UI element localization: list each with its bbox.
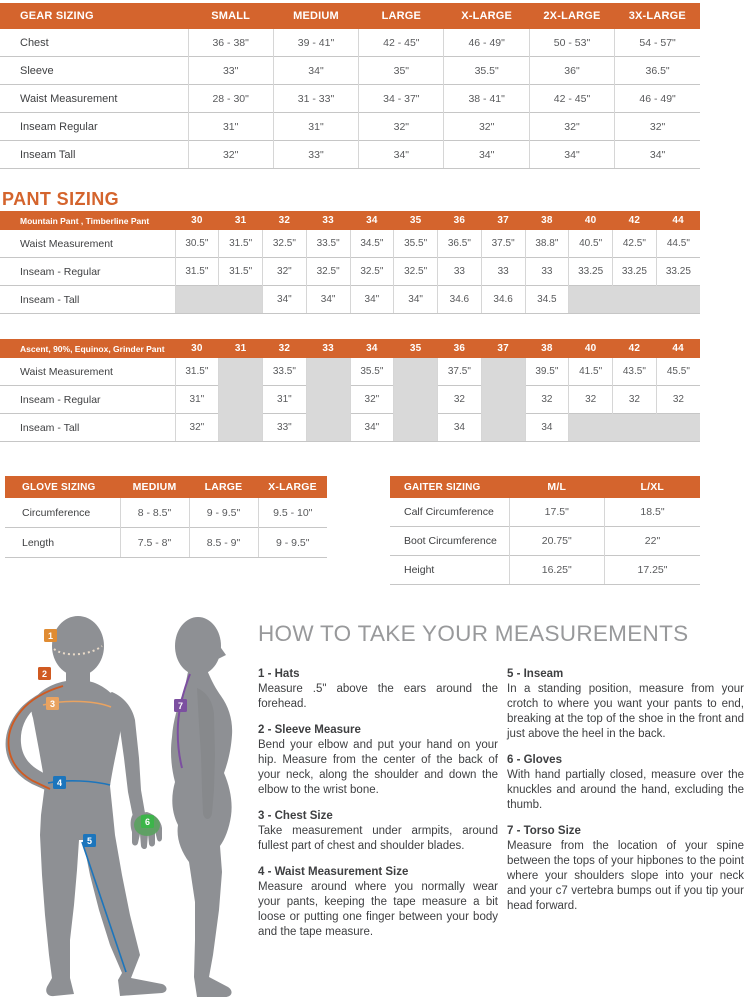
value-cell: 33 (525, 258, 569, 286)
marker-badge-4 (53, 776, 66, 789)
marker-badge-5 (83, 834, 96, 847)
value-cell: 36.5" (615, 57, 700, 85)
svg-text:2: 2 (41, 668, 48, 679)
item-body: Take measurement under armpits, around fullest part of chest and shoulder blades. (258, 825, 498, 852)
value-cell: 38.8" (525, 230, 569, 258)
howto-right-column (507, 667, 744, 951)
value-cell: 38 - 41" (444, 85, 529, 113)
value-cell: 34.6 (438, 286, 482, 314)
value-cell: 32" (175, 414, 219, 442)
value-cell: 34" (529, 141, 614, 169)
svg-text:5: 5 (86, 835, 93, 846)
value-cell: 54 - 57" (615, 29, 700, 57)
item-body: In a standing position, measure from your crotch to where you want your pants to end, breaking at the top of the shoe in the front and just above the heel in the back. (507, 683, 744, 740)
item-heading: 6 - Gloves (507, 754, 562, 766)
value-cell: 50 - 53" (529, 29, 614, 57)
marker-badge-1 (44, 629, 57, 642)
column-header: 36 (438, 339, 482, 358)
value-cell: 8.5 - 9" (189, 528, 258, 558)
pant-sizing-title: PANT SIZING (2, 189, 120, 209)
item-body: With hand partially closed, measure over the knuckles and around the hand, excluding the thumb. (507, 769, 744, 811)
value-cell (656, 286, 700, 314)
value-cell: 31.5" (175, 258, 219, 286)
value-cell: 44.5" (656, 230, 700, 258)
item-body: Measure .5" above the ears around the forehead. (258, 683, 498, 710)
table-row (0, 258, 700, 286)
sizing-table (0, 211, 700, 314)
value-cell (219, 286, 263, 314)
value-cell: 34.5" (350, 230, 394, 258)
item-heading: 2 - Sleeve Measure (258, 724, 361, 736)
value-cell: 31.5" (175, 358, 219, 386)
value-cell: 39 - 41" (273, 29, 358, 57)
table-row (5, 528, 327, 558)
gaiter-sizing-table (390, 476, 700, 585)
column-header: 44 (656, 211, 700, 230)
column-header: 40 (569, 211, 613, 230)
value-cell (481, 358, 525, 386)
row-label: Inseam Tall (0, 141, 188, 169)
column-header: 3X-LARGE (615, 3, 700, 29)
value-cell: 34" (273, 57, 358, 85)
value-cell: 31 - 33" (273, 85, 358, 113)
value-cell: 31" (263, 386, 307, 414)
value-cell (613, 414, 657, 442)
row-label: Waist Measurement (0, 85, 188, 113)
value-cell: 22" (605, 527, 701, 556)
value-cell: 20.75" (509, 527, 605, 556)
table-row (0, 113, 700, 141)
value-cell: 31.5" (219, 258, 263, 286)
body-figure-side (171, 617, 232, 997)
howto-instructions (258, 667, 744, 951)
value-cell: 34" (263, 286, 307, 314)
column-header: 30 (175, 339, 219, 358)
value-cell: 35" (359, 57, 444, 85)
column-header: M/L (509, 476, 605, 498)
table-row (390, 556, 700, 585)
value-cell (306, 386, 350, 414)
value-cell: 33" (263, 414, 307, 442)
marker-badge-7 (174, 699, 187, 712)
marker-badge-2 (38, 667, 51, 680)
table-row (0, 358, 700, 386)
value-cell: 41.5" (569, 358, 613, 386)
value-cell (219, 386, 263, 414)
table-row (0, 414, 700, 442)
value-cell: 33" (273, 141, 358, 169)
value-cell: 32 (438, 386, 482, 414)
value-cell (219, 414, 263, 442)
value-cell: 34" (394, 286, 438, 314)
row-label: Length (5, 528, 120, 558)
value-cell: 34" (350, 414, 394, 442)
column-header: 2X-LARGE (529, 3, 614, 29)
value-cell: 18.5" (605, 498, 701, 527)
row-label: Inseam - Regular (0, 386, 175, 414)
value-cell: 37.5" (481, 230, 525, 258)
marker-badge-3 (46, 697, 59, 710)
value-cell (175, 286, 219, 314)
column-header: 35 (394, 211, 438, 230)
column-header: X-LARGE (258, 476, 327, 498)
value-cell: 32.5" (306, 258, 350, 286)
value-cell: 39.5" (525, 358, 569, 386)
row-label: Sleeve (0, 57, 188, 85)
howto-left-column (258, 667, 498, 951)
item-body: Bend your elbow and put your hand on your hip. Measure from the center of the back of your neck, along the shoulder and down the elbow to the wrist bone. (258, 739, 498, 796)
table-title: GEAR SIZING (0, 3, 188, 29)
table-row (0, 386, 700, 414)
value-cell: 31.5" (219, 230, 263, 258)
value-cell (394, 414, 438, 442)
value-cell: 17.5" (509, 498, 605, 527)
value-cell (306, 358, 350, 386)
row-label: Chest (20, 36, 49, 49)
table-row (0, 230, 700, 258)
column-header: 34 (350, 211, 394, 230)
value-cell: 33 (481, 258, 525, 286)
measurement-item-torso (507, 824, 744, 914)
table-title: Mountain Pant , Timberline Pant (0, 211, 175, 230)
value-cell: 31" (175, 386, 219, 414)
column-header: MEDIUM (120, 476, 189, 498)
value-cell: 33.25 (613, 258, 657, 286)
column-header: 38 (525, 339, 569, 358)
value-cell: 42 - 45" (529, 85, 614, 113)
svg-text:1: 1 (47, 630, 54, 641)
measurement-item-sleeve (258, 723, 498, 798)
measurement-figures (0, 610, 250, 1000)
value-cell: 9 - 9.5" (189, 498, 258, 528)
value-cell: 45.5" (656, 358, 700, 386)
value-cell: 32 (613, 386, 657, 414)
value-cell (219, 358, 263, 386)
item-heading: 3 - Chest Size (258, 810, 333, 822)
measurement-item-hats (258, 667, 498, 712)
item-body: Measure from the location of your spine between the tops of your hipbones to the point where your shoulders slope into your neck and your c7 vertebra bumps out if you tip your head forward. (507, 840, 744, 912)
value-cell: 34" (350, 286, 394, 314)
value-cell: 35.5" (350, 358, 394, 386)
svg-text:3: 3 (49, 698, 56, 709)
value-cell: 33.25 (569, 258, 613, 286)
value-cell: 36" (529, 57, 614, 85)
column-header: X-LARGE (444, 3, 529, 29)
column-header: 31 (219, 339, 263, 358)
table-row (0, 141, 700, 169)
value-cell: 33.25 (656, 258, 700, 286)
value-cell: 32 (525, 386, 569, 414)
value-cell: 33 (438, 258, 482, 286)
body-figure-front (6, 616, 167, 996)
item-heading: 5 - Inseam (507, 668, 564, 680)
sizing-table (0, 339, 700, 442)
measurement-item-gloves (507, 753, 744, 813)
column-header: 37 (481, 211, 525, 230)
value-cell: 32 (569, 386, 613, 414)
value-cell: 32 (656, 386, 700, 414)
row-label: Inseam - Tall (0, 286, 175, 314)
marker-badge-6 (141, 815, 154, 828)
column-header: LARGE (189, 476, 258, 498)
row-label: Waist Measurement (20, 237, 113, 250)
table-row (5, 498, 327, 528)
svg-text:6: 6 (144, 816, 151, 827)
column-header: 37 (481, 339, 525, 358)
table-row (390, 498, 700, 527)
column-header: 42 (613, 339, 657, 358)
value-cell: 42.5" (613, 230, 657, 258)
value-cell: 8 - 8.5" (120, 498, 189, 528)
column-header: 33 (306, 339, 350, 358)
value-cell: 34.6 (481, 286, 525, 314)
value-cell: 28 - 30" (188, 85, 273, 113)
sizing-table (390, 476, 700, 585)
value-cell: 9 - 9.5" (258, 528, 327, 558)
measurement-item-chest (258, 809, 498, 854)
value-cell: 46 - 49" (615, 85, 700, 113)
column-header: 34 (350, 339, 394, 358)
row-label: Calf Circumference (404, 506, 494, 518)
value-cell: 33.5" (306, 230, 350, 258)
column-header: 32 (263, 339, 307, 358)
value-cell: 36 - 38" (188, 29, 273, 57)
value-cell: 32" (529, 113, 614, 141)
value-cell: 32.5" (350, 258, 394, 286)
row-label: Inseam Regular (0, 113, 188, 141)
value-cell: 33" (188, 57, 273, 85)
value-cell: 34 - 37" (359, 85, 444, 113)
svg-text:7: 7 (177, 700, 184, 711)
row-label: Boot Circumference (390, 527, 509, 556)
value-cell: 32" (615, 113, 700, 141)
table-row (0, 29, 700, 57)
value-cell: 36.5" (438, 230, 482, 258)
value-cell (569, 414, 613, 442)
column-header: 32 (263, 211, 307, 230)
value-cell: 30.5" (175, 230, 219, 258)
value-cell: 34 (438, 414, 482, 442)
value-cell: 43.5" (613, 358, 657, 386)
value-cell: 17.25" (605, 556, 701, 585)
row-label: Inseam - Tall (0, 414, 175, 442)
value-cell (394, 358, 438, 386)
measurement-item-inseam (507, 667, 744, 742)
measurement-item-waist (258, 865, 498, 940)
mountain-timberline-pant-table (0, 211, 700, 314)
table-title: GAITER SIZING (390, 476, 509, 498)
value-cell (481, 386, 525, 414)
table-row (0, 286, 700, 314)
value-cell: 32" (188, 141, 273, 169)
sizing-table (0, 3, 700, 169)
value-cell (394, 386, 438, 414)
column-header: MEDIUM (273, 3, 358, 29)
table-row (0, 85, 700, 113)
value-cell: 42 - 45" (359, 29, 444, 57)
value-cell: 33.5" (263, 358, 307, 386)
value-cell: 16.25" (509, 556, 605, 585)
value-cell: 9.5 - 10" (258, 498, 327, 528)
row-label: Height (390, 556, 509, 585)
table-row (0, 57, 700, 85)
column-header: 44 (656, 339, 700, 358)
value-cell (481, 414, 525, 442)
column-header: 42 (613, 211, 657, 230)
item-body: Measure around where you normally wear your pants, keeping the tape measure a bit loose or putting one finger between your body and the tape measure. (258, 881, 498, 938)
value-cell: 32" (359, 113, 444, 141)
value-cell: 32.5" (263, 230, 307, 258)
value-cell: 34.5 (525, 286, 569, 314)
value-cell: 32.5" (394, 258, 438, 286)
column-header: LARGE (359, 3, 444, 29)
column-header: L/XL (605, 476, 701, 498)
value-cell: 37.5" (438, 358, 482, 386)
row-label: Waist Measurement (20, 365, 113, 378)
value-cell (306, 414, 350, 442)
value-cell: 32" (444, 113, 529, 141)
value-cell (613, 286, 657, 314)
glove-sizing-table (5, 476, 327, 558)
value-cell (569, 286, 613, 314)
howto-title: HOW TO TAKE YOUR MEASUREMENTS (258, 621, 689, 646)
column-header: 40 (569, 339, 613, 358)
column-header: SMALL (188, 3, 273, 29)
item-heading: 4 - Waist Measurement Size (258, 866, 409, 878)
column-header: 31 (219, 211, 263, 230)
table-title: Ascent, 90%, Equinox, Grinder Pant (0, 339, 175, 358)
value-cell: 31" (273, 113, 358, 141)
item-heading: 1 - Hats (258, 668, 300, 680)
value-cell: 31" (188, 113, 273, 141)
value-cell: 46 - 49" (444, 29, 529, 57)
table-title: GLOVE SIZING (5, 476, 120, 498)
value-cell: 40.5" (569, 230, 613, 258)
row-label: Circumference (22, 506, 91, 519)
value-cell: 34" (306, 286, 350, 314)
column-header: 30 (175, 211, 219, 230)
value-cell: 34" (615, 141, 700, 169)
table-row (390, 527, 700, 556)
column-header: 38 (525, 211, 569, 230)
value-cell: 34" (444, 141, 529, 169)
value-cell: 7.5 - 8" (120, 528, 189, 558)
value-cell: 35.5" (444, 57, 529, 85)
svg-text:4: 4 (56, 777, 63, 788)
column-header: 33 (306, 211, 350, 230)
ascent-equinox-grinder-pant-table (0, 339, 700, 442)
value-cell: 35.5" (394, 230, 438, 258)
item-heading: 7 - Torso Size (507, 825, 581, 837)
value-cell (656, 414, 700, 442)
row-label: Inseam - Regular (0, 258, 175, 286)
column-header: 35 (394, 339, 438, 358)
gear-sizing-table (0, 3, 700, 169)
value-cell: 34 (525, 414, 569, 442)
value-cell: 32" (350, 386, 394, 414)
sizing-table (5, 476, 327, 558)
value-cell: 32" (263, 258, 307, 286)
value-cell: 34" (359, 141, 444, 169)
column-header: 36 (438, 211, 482, 230)
